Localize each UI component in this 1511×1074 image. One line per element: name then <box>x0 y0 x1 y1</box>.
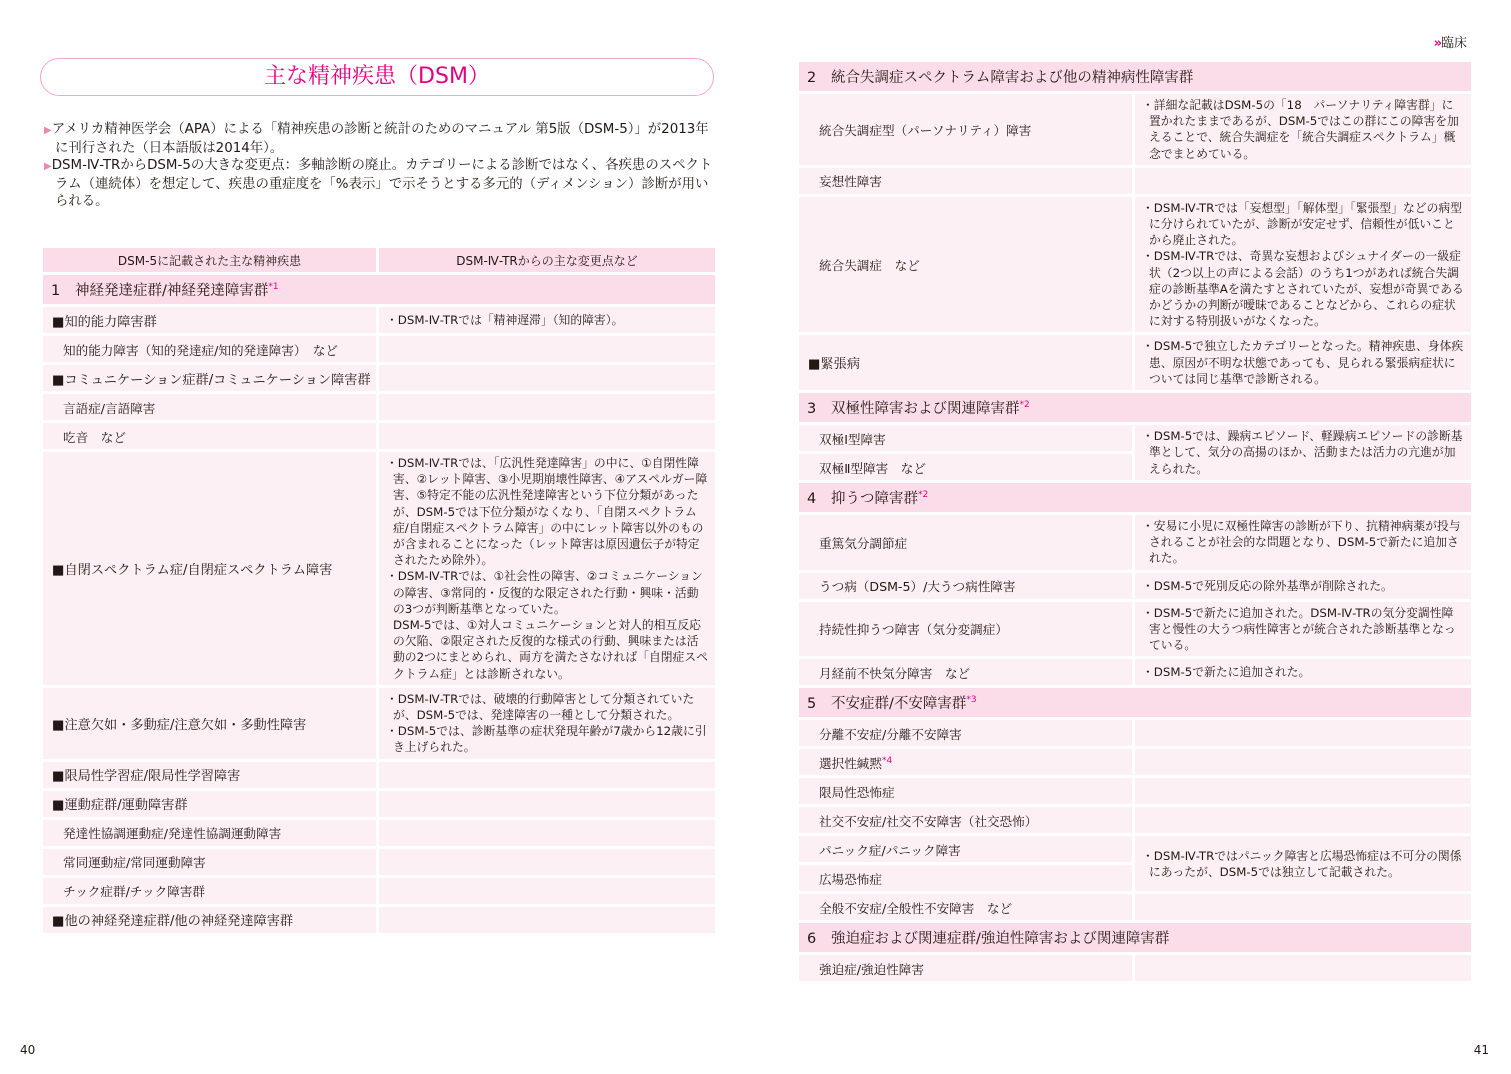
table-row: 統合失調症 など ・DSM-Ⅳ-TRでは「妄想型」「解体型」「緊張型」などの病型に分けられていたが、診断が安定せず、信頼性が低いことから廃止された。 ・DSM-Ⅳ-TRでは、奇異な妄想およびシュナイダーの一級症状（2つ以上の声による会話）のうち1つがあれば統合失調症の診断基準Aを満たすとされていたが、妄想が奇異であるかどうかの判断が曖昧であることなどから、これらの症状に対する特別扱いがなくなった。 <box>799 197 1471 333</box>
table-row: 統合失調症型（パーソナリティ）障害 ・詳細な記載はDSM-5の「18 パーソナリティ障害群」に置かれたままであるが、DSM-5ではこの群にこの障害を加えることで、統合失調症を「統合失調症スペクトラム」概念でまとめている。 <box>799 94 1471 165</box>
table-row: 吃音 など <box>43 423 715 449</box>
triangle-icon: ▶ <box>44 125 52 136</box>
table-row: うつ病（DSM-5）/大うつ病性障害 ・DSM-5で死別反応の除外基準が削除された。 <box>799 573 1471 599</box>
table-row: 限局性恐怖症 <box>799 778 1471 804</box>
table-row: 言語症/言語障害 <box>43 394 715 420</box>
table-row: ■運動症群/運動障害群 <box>43 791 715 817</box>
footnote-mark: *1 <box>268 282 279 293</box>
table-row: ■緊張病 ・DSM-5で独立したカテゴリーとなった。精神疾患、身体疾患、原因が不明な状態であっても、見られる緊張病症状については同じ基準で診断される。 <box>799 335 1471 390</box>
right-page <box>756 0 1511 1074</box>
header-disorders: DSM-5に記載された主な精神疾患 <box>43 248 379 272</box>
table-row: 知的能力障害（知的発達症/知的発達障害） など <box>43 336 715 362</box>
category-row: 3 双極性障害および関連障害群$^{*2}$ <box>799 393 1471 422</box>
table-row: 持続性抑うつ障害（気分変調症） ・DSM-5で新たに追加された。DSM-Ⅳ-TRの気分変調性障害と慢性の大うつ病性障害とが統合された診断基準となっている。 <box>799 602 1471 657</box>
table-row: 分離不安症/分離不安障害 <box>799 720 1471 746</box>
double-chevron-icon: » <box>1433 36 1439 51</box>
table-row: 双極Ⅰ型障害 ・DSM-5では、躁病エピソード、軽躁病エピソードの診断基準として、気分の高揚のほか、活動または活力の亢進が加えられた。 <box>799 425 1471 451</box>
category-row: 1 神経発達症群/神経発達障害群$^{*1}$ <box>43 275 715 304</box>
footnote-mark: *3 <box>966 695 977 706</box>
intro-paragraph-1: ▶アメリカ精神医学会（APA）による「精神疾患の診断と統計のためのマニュアル 第5版（DSM-5）」が2013年に刊行された（日本語版は2014年）。 <box>44 122 709 156</box>
disorder-table-left <box>43 245 715 936</box>
category-row: 6 強迫症および関連症群/強迫性障害および関連障害群 <box>799 923 1471 952</box>
table-row: 社交不安症/社交不安障害（社交恐怖） <box>799 807 1471 833</box>
table-row: 広場恐怖症 <box>799 865 1471 891</box>
table-row: 月経前不快気分障害 など ・DSM-5で新たに追加された。 <box>799 659 1471 685</box>
footnote-mark: *2 <box>918 490 929 501</box>
section-label: » 臨床 <box>1433 36 1467 51</box>
table-row: 妄想性障害 <box>799 168 1471 194</box>
table-row: 発達性協調運動症/発達性協調運動障害 <box>43 820 715 846</box>
page-number-right: 41 <box>1473 1043 1489 1057</box>
table-row: 選択性緘黙$^{*4}$ <box>799 749 1471 775</box>
table-row: ■他の神経発達症群/他の神経発達障害群 <box>43 907 715 933</box>
category-row: 5 不安症群/不安障害群$^{*3}$ <box>799 688 1471 717</box>
intro-text <box>44 121 719 211</box>
table-header <box>43 248 715 272</box>
table-row: 全般不安症/全般性不安障害 など <box>799 894 1471 920</box>
category-row: 2 統合失調症スペクトラム障害および他の精神病性障害群 <box>799 62 1471 91</box>
page-title: 主な精神疾患（DSM） <box>40 58 714 96</box>
table-row: 強迫症/強迫性障害 <box>799 955 1471 981</box>
footnote-mark: *4 <box>881 755 893 766</box>
intro-paragraph-2: ▶DSM-Ⅳ-TRからDSM-5の大きな変更点：多軸診断の廃止。カテゴリーによる診断ではなく、各疾患のスペクトラム（連続体）を想定して、疾患の重症度を「%表示」で示そうとする多元的（ディメンション）診断が用いられる。 <box>44 158 713 209</box>
triangle-icon: ▶ <box>44 161 52 172</box>
disorder-table-right <box>799 59 1471 984</box>
table-row: ■コミュニケーション症群/コミュニケーション障害群 <box>43 365 715 391</box>
table-row: ■知的能力障害群 ・DSM-Ⅳ-TRでは「精神遅滞」（知的障害）。 <box>43 307 715 333</box>
table-row: 双極Ⅱ型障害 など <box>799 454 1471 480</box>
table-row: 重篤気分調節症 ・安易に小児に双極性障害の診断が下り、抗精神病薬が投与されることが社会的な問題となり、DSM-5で新たに追加された。 <box>799 515 1471 570</box>
table-row: ■注意欠如・多動症/注意欠如・多動性障害 ・DSM-Ⅳ-TRでは、破壊的行動障害として分類されていたが、DSM-5では、発達障害の一種として分類された。 ・DSM-5では、診断基準の症状発現年齢が7歳から12歳に引き上げられた。 <box>43 688 715 759</box>
page-number-left: 40 <box>20 1043 36 1057</box>
table-row: パニック症/パニック障害 ・DSM-Ⅳ-TRではパニック障害と広場恐怖症は不可分の関係にあったが、DSM-5では独立して記載された。 <box>799 836 1471 862</box>
header-changes: DSM-Ⅳ-TRからの主な変更点など <box>379 248 715 272</box>
table-row: 常同運動症/常同運動障害 <box>43 849 715 875</box>
category-row: 4 抑うつ障害群$^{*2}$ <box>799 483 1471 512</box>
footnote-mark: *2 <box>1019 400 1030 411</box>
table-row: ■限局性学習症/限局性学習障害 <box>43 762 715 788</box>
table-row: ■自閉スペクトラム症/自閉症スペクトラム障害 ・DSM-Ⅳ-TRでは、「広汎性発達障害」の中に、①自閉性障害、②レット障害、③小児期崩壊性障害、④アスペルガー障害、⑤特定不能の広汎性発達障害という下位分類があったが、DSM-5では下位分類がなくなり、「自閉スペクトラム症/自閉症スペクトラム障害」の中にレット障害以外のものが含まれることになった（レット障害は原因遺伝子が特定されたため除外）。 ・DSM-Ⅳ-TRでは、①社会性の障害、②コミュニケーションの障害、③常同的・反復的な限定された行動・興味・活動の3つが判断基準となっていた。 DSM-5では、①対人コミュニケーションと対人的相互反応の欠陥、②限定された反復的な様式の行動、興味または活動の2つにまとめられ、両方を満たさなければ「自閉症スペクトラム症」とは診断されない。 <box>43 452 715 685</box>
table-row: チック症群/チック障害群 <box>43 878 715 904</box>
left-page <box>0 0 755 1074</box>
